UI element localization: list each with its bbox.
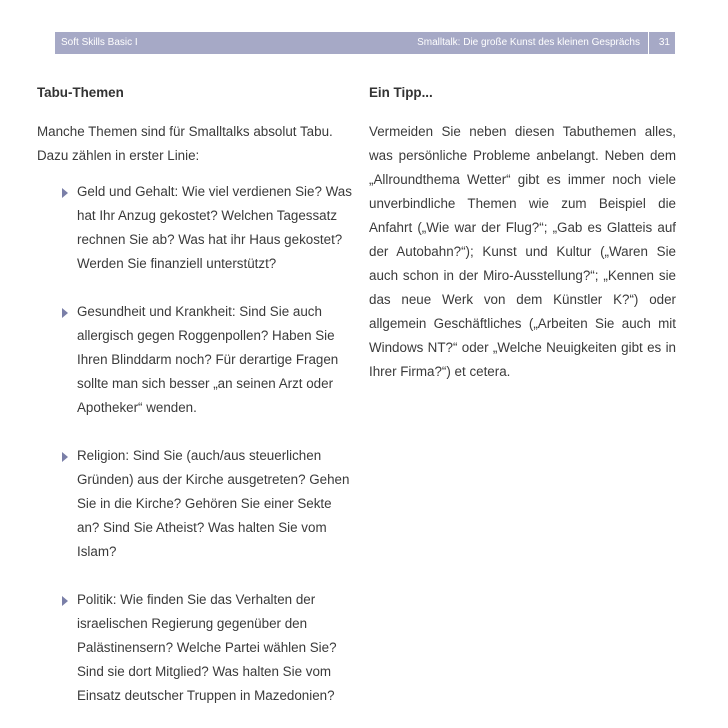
list-item bbox=[37, 300, 352, 420]
section-heading-tip: Ein Tipp... bbox=[369, 85, 433, 100]
page-number: 31 bbox=[658, 37, 670, 48]
left-column bbox=[37, 84, 352, 708]
running-header bbox=[55, 32, 675, 54]
right-column bbox=[369, 84, 676, 384]
list-item bbox=[37, 180, 352, 276]
taboo-list bbox=[37, 180, 352, 708]
list-item bbox=[37, 588, 352, 708]
bullet-triangle-icon bbox=[62, 452, 68, 462]
bullet-triangle-icon bbox=[62, 188, 68, 198]
intro-paragraph: Manche Themen sind für Smalltalks absolut Tabu. Dazu zählen in erster Linie: bbox=[37, 124, 333, 163]
bullet-triangle-icon bbox=[62, 596, 68, 606]
header-chapter-title: Smalltalk: Die große Kunst des kleinen Gesprächs bbox=[417, 37, 640, 48]
header-book-title: Soft Skills Basic I bbox=[61, 37, 138, 48]
list-item-text: Religion: Sind Sie (auch/aus steuerlichen Gründen) aus der Kirche ausgetreten? Gehen Sie in die Kirche? Gehören Sie einer Sekte an? Sind Sie Atheist? Was halten Sie vom Islam? bbox=[77, 448, 350, 559]
list-item bbox=[37, 444, 352, 564]
tip-paragraph: Vermeiden Sie neben diesen Tabuthemen alles, was persönliche Probleme anbelangt. Neben dem „Allroundthema Wetter“ gibt es immer noch viele unverbindliche Themen wie zum Beispiel die Anfahrt („Wie war der Flug?“; „Gab es Glatteis auf der Autobahn?“); Kunst und Kultur („Waren Sie auch schon in der Miro-Ausstellung?“; „Kennen sie das neue Werk von dem Künstler K?“) oder allgemein Geschäftliches („Arbeiten Sie auch mit Windows NT?“ oder „Welche Neuigkeiten gibt es in Ihrer Firma?“) et cetera. bbox=[369, 124, 676, 379]
list-item-text: Geld und Gehalt: Wie viel verdienen Sie? Was hat Ihr Anzug gekostet? Welchen Tagessatz rechnen Sie ab? Was hat ihr Haus gekostet? Werden Sie finanziell unterstützt? bbox=[77, 184, 352, 271]
list-item-text: Politik: Wie finden Sie das Verhalten der israelischen Regierung gegenüber den Palästinensern? Welche Partei wählen Sie? Sind sie dort Mitglied? Was halten Sie vom Einsatz deutscher Truppen in Mazedonien? bbox=[77, 592, 337, 703]
header-divider bbox=[648, 32, 649, 54]
section-heading-tabu: Tabu-Themen bbox=[37, 85, 124, 100]
bullet-triangle-icon bbox=[62, 308, 68, 318]
list-item-text: Gesundheit und Krankheit: Sind Sie auch allergisch gegen Roggenpollen? Haben Sie Ihren Blinddarm noch? Für derartige Fragen sollte man sich besser „an seinen Arzt oder Apotheker“ wenden. bbox=[77, 304, 339, 415]
